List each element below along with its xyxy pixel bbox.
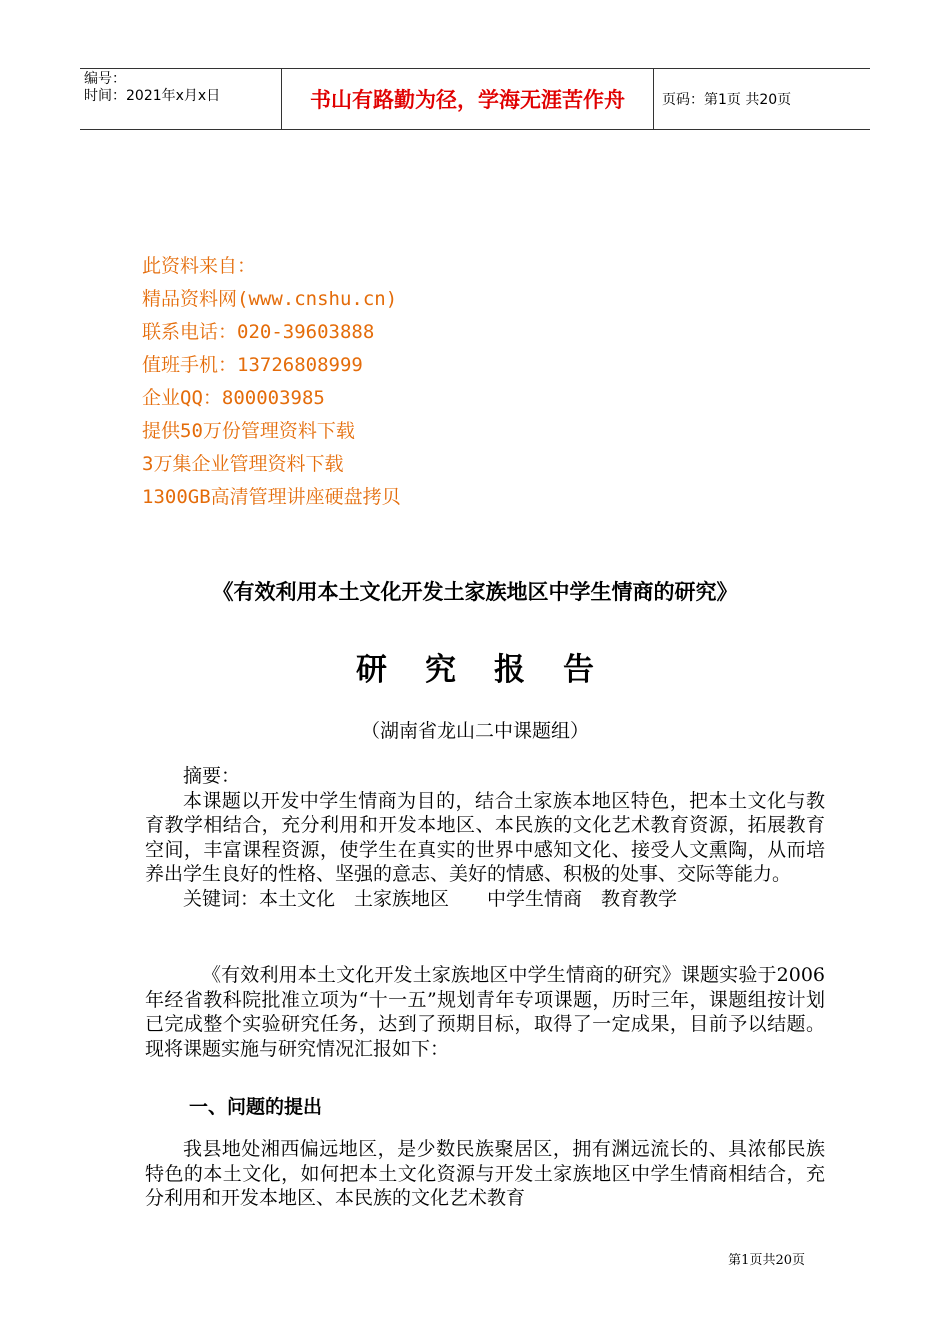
document-title: 《有效利用本土文化开发土家族地区中学生情商的研究》 [212,580,738,604]
promo-block [142,250,401,514]
promo-line: 值班手机：13726808999 [142,354,363,376]
section1-body [145,1137,825,1211]
header-meta [80,69,282,129]
promo-line: 3万集企业管理资料下载 [142,453,344,475]
section-heading: 一、问题的提出 [189,1096,323,1118]
intro-text: 《有效利用本土文化开发土家族地区中学生情商的研究》课题实验于2006年经省教科院批准立项为“十一五”规划青年专项课题，历时三年，课题组按计划已完成整个实验研究任务，达到了预期目标，取得了一定成果，目前予以结题。现将课题实施与研究情况汇报如下： [145,964,825,1060]
abstract-text: 本课题以开发中学生情商为目的，结合土家族本地区特色，把本土文化与教育教学相结合，充分利用和开发本地区、本民族的文化艺术教育资源，拓展教育空间，丰富课程资源，使学生在真实的世界中感知文化、接受人文熏陶，从而培养出学生良好的性格、坚强的意志、美好的情感、积极的处事、交际等能力。 [145,789,825,885]
promo-line: 企业QQ：800003985 [142,387,325,409]
time-label: 时间：2021年x月x日 [84,88,221,104]
page-header [80,68,870,130]
section1-text: 我县地处湘西偏远地区，是少数民族聚居区，拥有渊远流长的、具浓郁民族特色的本土文化，如何把本土文化资源与开发土家族地区中学生情商相结合，充分利用和开发本地区、本民族的文化艺术教育 [145,1138,825,1209]
keywords: 关键词：本土文化 土家族地区 中学生情商 教育教学 [183,887,678,910]
intro-section [145,963,825,1061]
document-subtitle: （湖南省龙山二中课题组） [360,720,589,742]
page-footer: 第1页共20页 [728,1253,805,1268]
promo-line: 此资料来自： [142,255,257,277]
report-title: 研究报告 [356,652,632,688]
header-page-number: 页码：第1页 共20页 [662,92,792,108]
abstract-label: 摘要： [183,765,241,787]
promo-line: 提供50万份管理资料下载 [142,420,355,442]
promo-line: 精品资料网(www.cnshu.cn) [142,288,398,310]
header-motto: 书山有路勤为径，学海无涯苦作舟 [282,69,654,129]
promo-line: 联系电话：020-39603888 [142,321,375,343]
number-label: 编号： [84,71,126,87]
promo-line: 1300GB高清管理讲座硬盘拷贝 [142,486,401,508]
abstract-section [145,764,825,911]
